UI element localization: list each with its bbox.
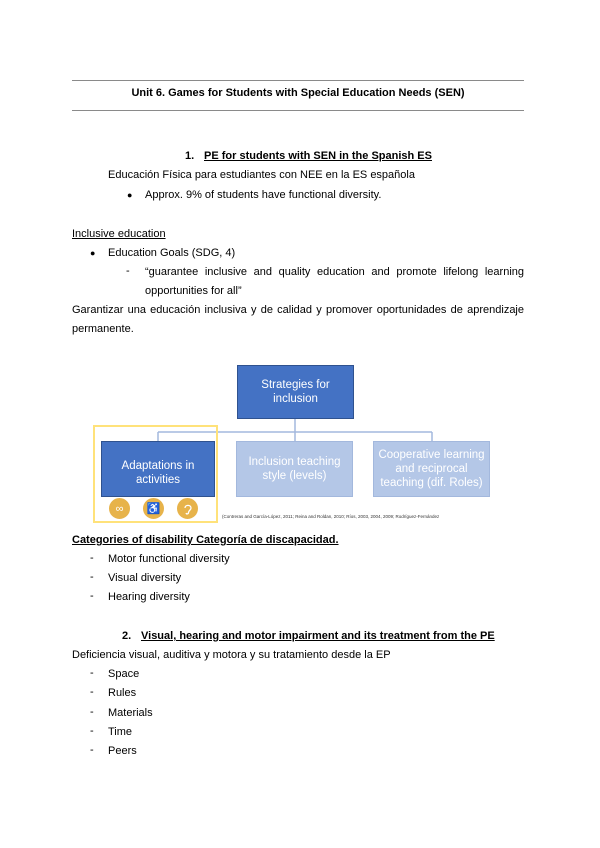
dash-marker: - [90,725,94,737]
bullet-dot: ● [90,248,96,258]
categories-heading: Categories of disability Categoría de discapacidad. [72,534,339,546]
diagram-adaptations: Adaptations in activities [101,441,215,497]
section1-number: 1. [185,150,195,162]
list-item: Space [108,668,140,680]
bullet-dot: ● [127,190,133,200]
section1-heading: PE for students with SEN in the Spanish ES [204,150,432,162]
diagram-citation: (Contreras and García-López, 2011; Reina and Roldan, 2010; Ríos, 2003, 2004, 2009; Rodríguez-Fernández [222,514,440,519]
list-item: Materials [108,707,153,719]
list-item: Peers [108,745,137,757]
dash-marker: - [90,552,94,564]
category-item: Visual diversity [108,572,182,584]
spanish-line2: permanente. [72,323,134,335]
dash-marker: - [90,590,94,602]
dash-marker: - [90,686,94,698]
diagram-inclusion-style: Inclusion teaching style (levels) [236,441,353,497]
section1-spanish: Educación Física para estudiantes con NEE en la ES española [108,169,415,181]
section2-spanish: Deficiencia visual, auditiva y motora y su tratamiento desde la EP [72,649,391,661]
page-title: Unit 6. Games for Students with Special Education Needs (SEN) [131,87,465,99]
category-item: Hearing diversity [108,591,190,603]
list-item: Rules [108,687,137,699]
dash-marker: - [90,706,94,718]
section1-bullet: Approx. 9% of students have functional diversity. [145,189,382,201]
infinity-icon: ∞ [108,497,131,520]
dash-marker: - [126,265,130,277]
list-item: Time [108,726,133,738]
quote-line2: opportunities for all” [145,285,242,297]
diagram-root-strategies: Strategies for inclusion [237,365,354,419]
category-item: Motor functional diversity [108,553,230,565]
diagram-cooperative-learning: Cooperative learning and reciprocal teaching (dif. Roles) [373,441,490,497]
dash-marker: - [90,667,94,679]
dash-marker: - [90,571,94,583]
ear-icon [176,497,199,520]
wheelchair-icon: ♿ [142,497,165,520]
quote-line1: “guarantee inclusive and quality education and promote lifelong learning [145,266,524,278]
inclusive-heading: Inclusive education [72,228,166,240]
section2-number: 2. [122,630,132,642]
education-goal: Education Goals (SDG, 4) [108,247,236,259]
section2-heading: Visual, hearing and motor impairment and its treatment from the PE [141,630,495,642]
spanish-line1: Garantizar una educación inclusiva y de calidad y promover oportunidades de aprendizaje [72,304,524,316]
dash-marker: - [90,744,94,756]
